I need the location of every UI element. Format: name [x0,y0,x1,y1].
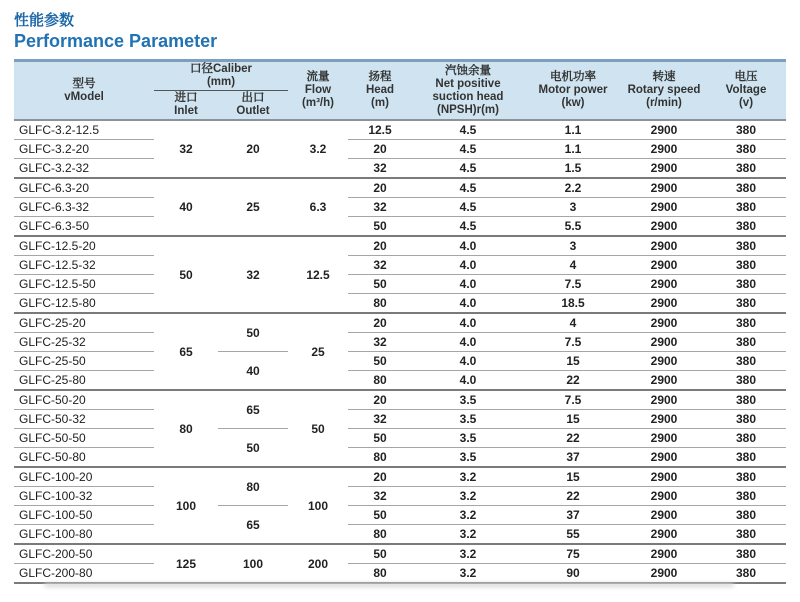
flow-cell: 3.2 [288,120,348,178]
power-cell: 3 [524,198,622,217]
speed-cell: 2900 [622,544,706,564]
flow-cell: 6.3 [288,178,348,236]
power-cell: 15 [524,352,622,371]
header-speed-zh: 转速 [652,71,676,83]
model-cell: GLFC-12.5-80 [14,294,154,314]
power-cell: 4 [524,256,622,275]
header-inlet-zh: 进口 [174,92,198,104]
speed-cell: 2900 [622,487,706,506]
voltage-cell: 380 [706,352,786,371]
voltage-cell: 380 [706,140,786,159]
power-cell: 7.5 [524,333,622,352]
model-cell: GLFC-12.5-20 [14,236,154,256]
model-cell: GLFC-3.2-12.5 [14,120,154,140]
head-cell: 80 [348,294,412,314]
voltage-cell: 380 [706,564,786,584]
outlet-cell: 100 [218,544,288,583]
model-cell: GLFC-25-20 [14,313,154,333]
model-cell: GLFC-200-50 [14,544,154,564]
table-row [14,140,786,159]
npsh-cell: 4.0 [412,333,524,352]
inlet-cell: 65 [154,313,218,390]
speed-cell: 2900 [622,429,706,448]
npsh-cell: 4.0 [412,371,524,391]
header-npsh-en2: suction head [432,90,504,103]
model-cell: GLFC-50-80 [14,448,154,468]
speed-cell: 2900 [622,352,706,371]
power-cell: 15 [524,467,622,487]
power-cell: 4 [524,313,622,333]
speed-cell: 2900 [622,159,706,179]
power-cell: 55 [524,525,622,545]
speed-cell: 2900 [622,564,706,584]
voltage-cell: 380 [706,371,786,391]
speed-cell: 2900 [622,140,706,159]
model-cell: GLFC-100-80 [14,525,154,545]
npsh-cell: 4.0 [412,352,524,371]
head-cell: 32 [348,198,412,217]
voltage-cell: 380 [706,506,786,525]
flow-cell: 12.5 [288,236,348,313]
outlet-cell: 80 [218,467,288,506]
header-power-en: Motor power [538,84,608,96]
voltage-cell: 380 [706,198,786,217]
header-outlet-zh: 出口 [241,92,265,104]
performance-table [14,59,786,584]
table-row [14,544,786,564]
power-cell: 37 [524,448,622,468]
head-cell: 50 [348,275,412,294]
header-power [524,61,622,121]
speed-cell: 2900 [622,256,706,275]
head-cell: 20 [348,313,412,333]
speed-cell: 2900 [622,333,706,352]
page-title-en: Performance Parameter [14,31,218,51]
header-speed-unit: (r/min) [646,97,682,109]
head-cell: 80 [348,525,412,545]
head-cell: 50 [348,352,412,371]
speed-cell: 2900 [622,525,706,545]
head-cell: 32 [348,410,412,429]
speed-cell: 2900 [622,467,706,487]
model-cell: GLFC-6.3-20 [14,178,154,198]
voltage-cell: 380 [706,448,786,468]
speed-cell: 2900 [622,448,706,468]
speed-cell: 2900 [622,410,706,429]
voltage-cell: 380 [706,333,786,352]
npsh-cell: 4.0 [412,236,524,256]
npsh-cell: 4.5 [412,217,524,237]
power-cell: 2.2 [524,178,622,198]
header-inlet-en: Inlet [174,105,198,117]
table-row [14,371,786,391]
header-model [14,61,154,121]
head-cell: 20 [348,390,412,410]
header-model-en: vModel [64,90,104,103]
speed-cell: 2900 [622,294,706,314]
voltage-cell: 380 [706,487,786,506]
table-row [14,506,786,525]
head-cell: 32 [348,159,412,179]
power-cell: 1.1 [524,140,622,159]
npsh-cell: 4.5 [412,198,524,217]
head-cell: 12.5 [348,120,412,140]
speed-cell: 2900 [622,506,706,525]
power-cell: 5.5 [524,217,622,237]
header-outlet-en: Outlet [236,105,270,117]
head-cell: 80 [348,564,412,584]
inlet-cell: 125 [154,544,218,583]
power-cell: 7.5 [524,275,622,294]
table-row [14,352,786,371]
model-cell: GLFC-50-20 [14,390,154,410]
voltage-cell: 380 [706,275,786,294]
head-cell: 50 [348,544,412,564]
table-row [14,487,786,506]
table-row [14,313,786,333]
voltage-cell: 380 [706,236,786,256]
model-cell: GLFC-25-50 [14,352,154,371]
head-cell: 50 [348,217,412,237]
voltage-cell: 380 [706,429,786,448]
head-cell: 20 [348,467,412,487]
table-header [14,61,786,121]
table-row [14,525,786,545]
npsh-cell: 4.5 [412,120,524,140]
model-cell: GLFC-100-32 [14,487,154,506]
voltage-cell: 380 [706,544,786,564]
header-npsh [412,61,524,121]
voltage-cell: 380 [706,256,786,275]
header-voltage [706,61,786,121]
model-cell: GLFC-25-32 [14,333,154,352]
voltage-cell: 380 [706,217,786,237]
power-cell: 1.1 [524,120,622,140]
head-cell: 50 [348,506,412,525]
npsh-cell: 4.5 [412,178,524,198]
power-cell: 22 [524,429,622,448]
header-voltage-unit: (v) [738,97,754,109]
model-cell: GLFC-12.5-50 [14,275,154,294]
speed-cell: 2900 [622,120,706,140]
speed-cell: 2900 [622,313,706,333]
speed-cell: 2900 [622,217,706,237]
header-head-zh: 扬程 [368,71,392,83]
outlet-cell: 65 [218,390,288,429]
voltage-cell: 380 [706,294,786,314]
npsh-cell: 3.2 [412,506,524,525]
npsh-cell: 3.5 [412,390,524,410]
power-cell: 75 [524,544,622,564]
npsh-cell: 3.2 [412,544,524,564]
power-cell: 22 [524,371,622,391]
power-cell: 22 [524,487,622,506]
power-cell: 1.5 [524,159,622,179]
npsh-cell: 4.0 [412,294,524,314]
inlet-cell: 100 [154,467,218,544]
head-cell: 20 [348,178,412,198]
npsh-cell: 4.5 [412,140,524,159]
header-npsh-en1: Net positive [435,77,501,90]
head-cell: 32 [348,256,412,275]
flow-cell: 25 [288,313,348,390]
page-title-zh: 性能参数 [14,12,75,29]
header-voltage-zh: 电压 [734,71,758,83]
header-flow-en: Flow [304,84,332,96]
power-cell: 37 [524,506,622,525]
power-cell: 90 [524,564,622,584]
header-speed-en: Rotary speed [627,84,701,96]
npsh-cell: 3.5 [412,448,524,468]
speed-cell: 2900 [622,371,706,391]
voltage-cell: 380 [706,178,786,198]
npsh-cell: 3.2 [412,467,524,487]
power-cell: 15 [524,410,622,429]
voltage-cell: 380 [706,120,786,140]
speed-cell: 2900 [622,236,706,256]
table-row [14,120,786,140]
table-row [14,448,786,468]
outlet-cell: 65 [218,506,288,545]
table-row [14,256,786,275]
header-model-zh: 型号 [72,77,96,90]
model-cell: GLFC-3.2-20 [14,140,154,159]
voltage-cell: 380 [706,159,786,179]
npsh-cell: 4.0 [412,313,524,333]
flow-cell: 50 [288,390,348,467]
head-cell: 32 [348,487,412,506]
head-cell: 20 [348,140,412,159]
table-row [14,178,786,198]
header-power-zh: 电机功率 [550,71,596,83]
table-row [14,217,786,237]
voltage-cell: 380 [706,390,786,410]
npsh-cell: 3.2 [412,525,524,545]
header-speed [622,61,706,121]
head-cell: 50 [348,429,412,448]
table-row [14,410,786,429]
header-caliber-zh: 口径Caliber [190,63,252,75]
npsh-cell: 4.5 [412,159,524,179]
outlet-cell: 20 [218,120,288,178]
voltage-cell: 380 [706,467,786,487]
head-cell: 32 [348,333,412,352]
table-row [14,294,786,314]
voltage-cell: 380 [706,410,786,429]
header-power-unit: (kw) [561,97,585,109]
npsh-cell: 3.2 [412,564,524,584]
header-caliber-unit: (mm) [206,76,236,88]
outlet-cell: 50 [218,429,288,468]
table-row [14,390,786,410]
outlet-cell: 25 [218,178,288,236]
npsh-cell: 3.5 [412,410,524,429]
power-cell: 18.5 [524,294,622,314]
power-cell: 7.5 [524,390,622,410]
npsh-cell: 4.0 [412,256,524,275]
header-flow [288,61,348,121]
table-row [14,467,786,487]
outlet-cell: 32 [218,236,288,313]
inlet-cell: 40 [154,178,218,236]
speed-cell: 2900 [622,178,706,198]
outlet-cell: 40 [218,352,288,391]
speed-cell: 2900 [622,275,706,294]
head-cell: 80 [348,371,412,391]
header-head-en: Head [365,84,395,96]
flow-cell: 200 [288,544,348,583]
voltage-cell: 380 [706,313,786,333]
power-cell: 3 [524,236,622,256]
header-outlet [218,91,288,121]
table-row [14,275,786,294]
table-row [14,198,786,217]
header-head [348,61,412,121]
model-cell: GLFC-12.5-32 [14,256,154,275]
model-cell: GLFC-200-80 [14,564,154,584]
model-cell: GLFC-50-32 [14,410,154,429]
page-bottom-shadow [44,583,734,587]
flow-cell: 100 [288,467,348,544]
table-row [14,159,786,179]
outlet-cell: 50 [218,313,288,352]
head-cell: 80 [348,448,412,468]
header-head-unit: (m) [371,97,389,109]
table-body [14,120,786,583]
model-cell: GLFC-50-50 [14,429,154,448]
header-npsh-zh: 汽蚀余量 [445,64,491,77]
header-voltage-en: Voltage [725,84,767,96]
speed-cell: 2900 [622,390,706,410]
table-row [14,564,786,584]
header-flow-zh: 流量 [306,71,330,83]
inlet-cell: 80 [154,390,218,467]
model-cell: GLFC-100-20 [14,467,154,487]
model-cell: GLFC-3.2-32 [14,159,154,179]
inlet-cell: 32 [154,120,218,178]
table-row [14,236,786,256]
header-caliber [154,61,288,91]
header-flow-unit: (m³/h) [302,97,334,109]
model-cell: GLFC-25-80 [14,371,154,391]
speed-cell: 2900 [622,198,706,217]
inlet-cell: 50 [154,236,218,313]
npsh-cell: 3.2 [412,487,524,506]
header-npsh-unit: (NPSH)r(m) [437,103,499,116]
model-cell: GLFC-6.3-32 [14,198,154,217]
table-row [14,429,786,448]
model-cell: GLFC-100-50 [14,506,154,525]
table-row [14,333,786,352]
model-cell: GLFC-6.3-50 [14,217,154,237]
npsh-cell: 3.5 [412,429,524,448]
header-inlet [154,91,218,121]
head-cell: 20 [348,236,412,256]
voltage-cell: 380 [706,525,786,545]
npsh-cell: 4.0 [412,275,524,294]
